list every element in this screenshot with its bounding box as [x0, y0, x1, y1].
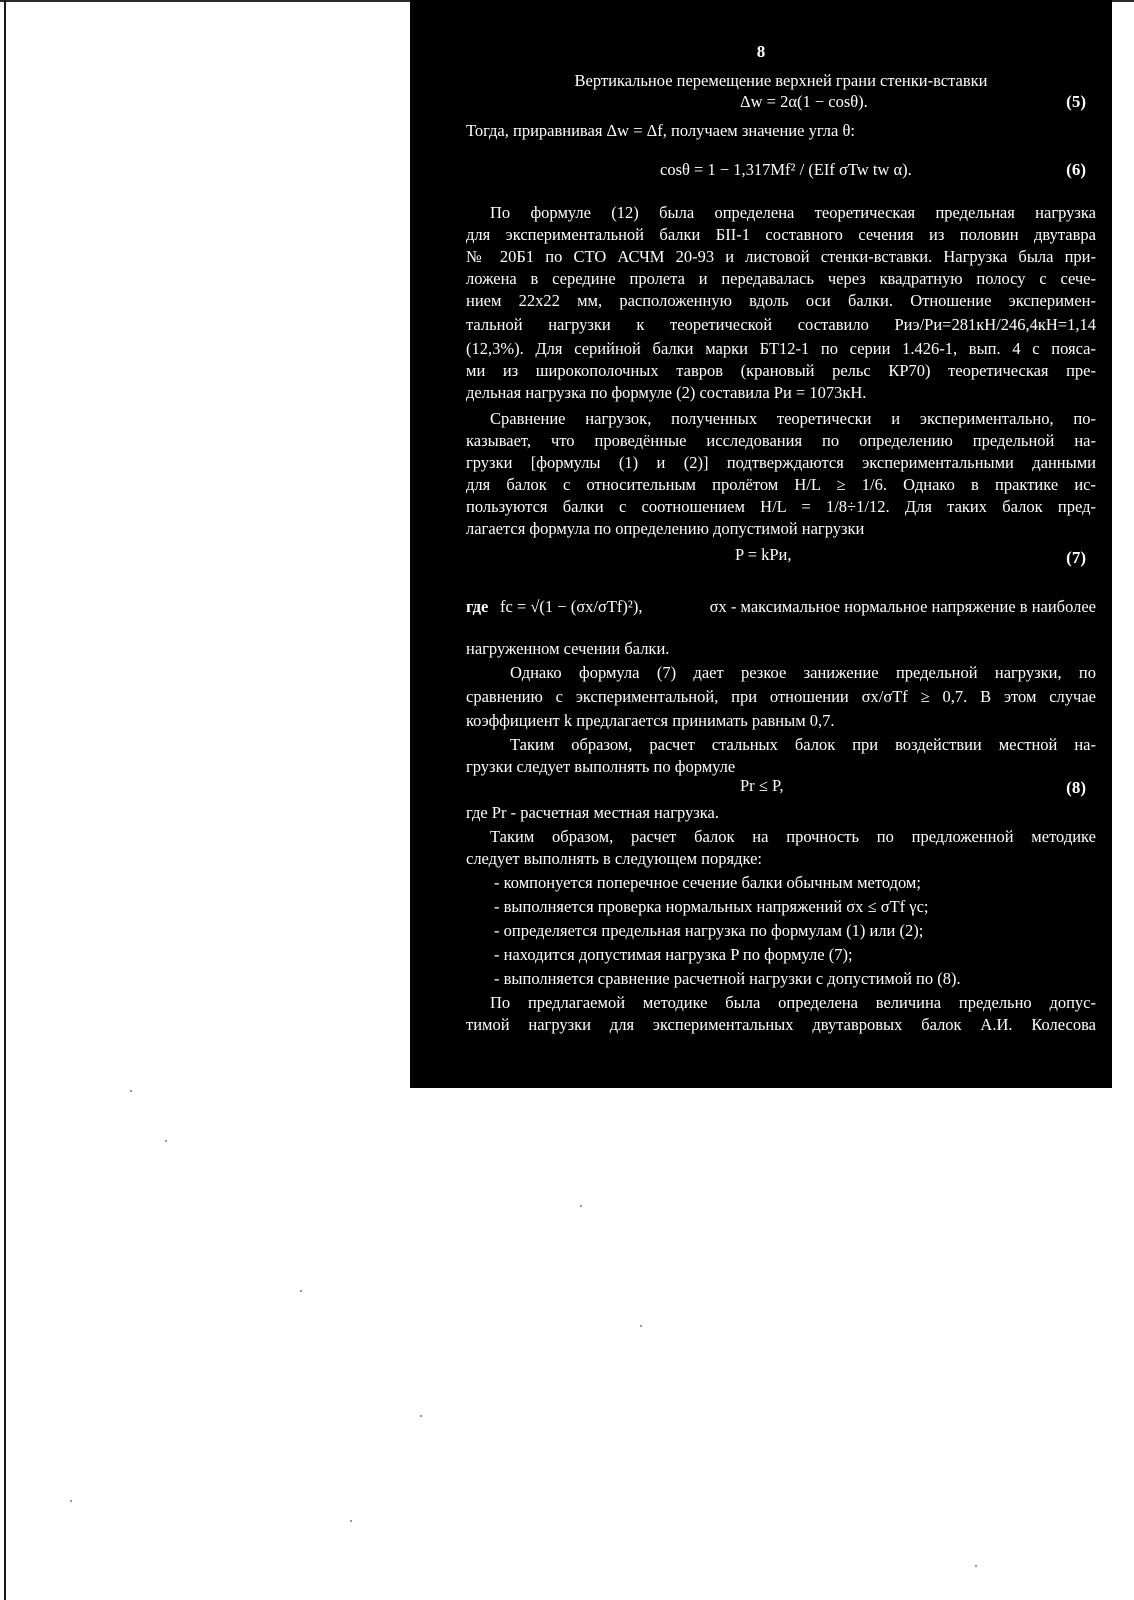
paragraph-line: тимой нагрузки для экспериментальных двутавровых балок А.И. Колесова [466, 1015, 1096, 1034]
equation-number: (7) [1066, 548, 1086, 567]
paragraph-line: ми из широкополочных тавров (крановый рельс КР70) теоретическая пре- [466, 361, 1096, 380]
scan-speck [975, 1565, 977, 1567]
paragraph-line: дельная нагрузка по формуле (2) составила Pи = 1073кН. [466, 383, 867, 402]
paragraph-line: сравнению с экспериментальной, при отношении σx/σTf ≥ 0,7. В этом случае [466, 687, 1096, 706]
text-line: Тогда, приравнивая Δw = Δf, получаем значение угла θ: [466, 121, 855, 140]
paragraph-line: ложена в середине пролета и передавалась через квадратную полосу с сече- [466, 269, 1096, 288]
equation-number: (5) [1066, 92, 1086, 111]
paragraph-line: коэффициент k предлагается принимать равным 0,7. [466, 711, 835, 730]
text-line: Вертикальное перемещение верхней грани стенки-вставки [574, 71, 988, 90]
where-label: где [466, 597, 489, 616]
equation-number: (8) [1066, 778, 1086, 797]
list-item: - выполняется сравнение расчетной нагрузки с допустимой по (8). [494, 969, 961, 988]
paragraph-line: Сравнение нагрузок, полученных теоретически и экспериментально, по- [490, 409, 1096, 428]
scan-speck [130, 1090, 132, 1092]
paragraph-line: № 20Б1 по СТО АСЧМ 20-93 и листовой стенки-вставки. Нагрузка была при- [466, 247, 1096, 266]
page-number: 8 [756, 42, 766, 61]
paragraph-line: Однако формула (7) дает резкое занижение предельной нагрузки, по [510, 663, 1096, 682]
list-item: - компонуется поперечное сечение балки обычным методом; [494, 873, 921, 892]
paragraph-line: По предлагаемой методике была определена величина предельно допус- [490, 993, 1096, 1012]
where-formula: fc = √(1 − (σx/σTf)²), [500, 597, 643, 616]
list-item: - определяется предельная нагрузка по формулам (1) или (2); [494, 921, 924, 940]
paragraph-line: казывает, что проведённые исследования по определению предельной на- [466, 431, 1096, 450]
scan-speck [420, 1415, 422, 1417]
paragraph-line: лагается формула по определению допустимой нагрузки [466, 519, 865, 538]
paragraph-line: следует выполнять в следующем порядке: [466, 849, 762, 868]
scan-speck [300, 1290, 302, 1292]
paragraph-line: грузки [формулы (1) и (2)] подтверждаются экспериментальными данными [466, 453, 1096, 472]
equation-8: Pr ≤ P, [740, 776, 784, 795]
paragraph-line: грузки следует выполнять по формуле [466, 757, 736, 776]
equation-7: P = kPи, [735, 545, 792, 564]
paragraph-line: (12,3%). Для серийной балки марки БТ12-1 по серии 1.426-1, вып. 4 с пояса- [466, 339, 1096, 358]
text-line: нагруженном сечении балки. [466, 639, 670, 658]
scan-speck [640, 1325, 642, 1327]
list-item: - находится допустимая нагрузка P по формуле (7); [494, 945, 853, 964]
list-item: - выполняется проверка нормальных напряжений σx ≤ σTf γc; [494, 897, 929, 916]
paragraph-line: пользуются балки с соотношением H/L = 1/8÷1/12. Для таких балок пред- [466, 497, 1096, 516]
paragraph-line: Таким образом, расчет балок на прочность по предложенной методике [490, 827, 1096, 846]
paragraph-line: для балок с относительным пролётом H/L ≥ 1/6. Однако в практике ис- [466, 475, 1096, 494]
paragraph-line: тальной нагрузки к теоретической составило Pиэ/Pи=281кН/246,4кН=1,14 [466, 315, 1096, 334]
paragraph-line: для экспериментальной балки БII-1 составного сечения из половин двутавра [466, 225, 1096, 244]
scan-speck [350, 1520, 352, 1522]
paragraph-line: По формуле (12) была определена теоретическая предельная нагрузка [490, 203, 1096, 222]
scanned-page-panel [410, 0, 1112, 1088]
where-description: σx - максимальное нормальное напряжение в наиболее [709, 597, 1096, 616]
left-edge-rule [4, 0, 6, 1600]
equation-6: cosθ = 1 − 1,317Mf² / (EIf σTw tw α). [660, 160, 912, 179]
scan-speck [70, 1500, 72, 1502]
scan-speck [165, 1140, 167, 1142]
text-line: где Pr - расчетная местная нагрузка. [466, 803, 719, 822]
paragraph-line: Таким образом, расчет стальных балок при воздействии местной на- [510, 735, 1096, 754]
equation-number: (6) [1066, 160, 1086, 179]
scan-speck [580, 1205, 582, 1207]
equation-5: Δw = 2α(1 − cosθ). [740, 92, 868, 111]
paragraph-line: нием 22х22 мм, расположенную вдоль оси балки. Отношение эксперимен- [466, 291, 1096, 310]
